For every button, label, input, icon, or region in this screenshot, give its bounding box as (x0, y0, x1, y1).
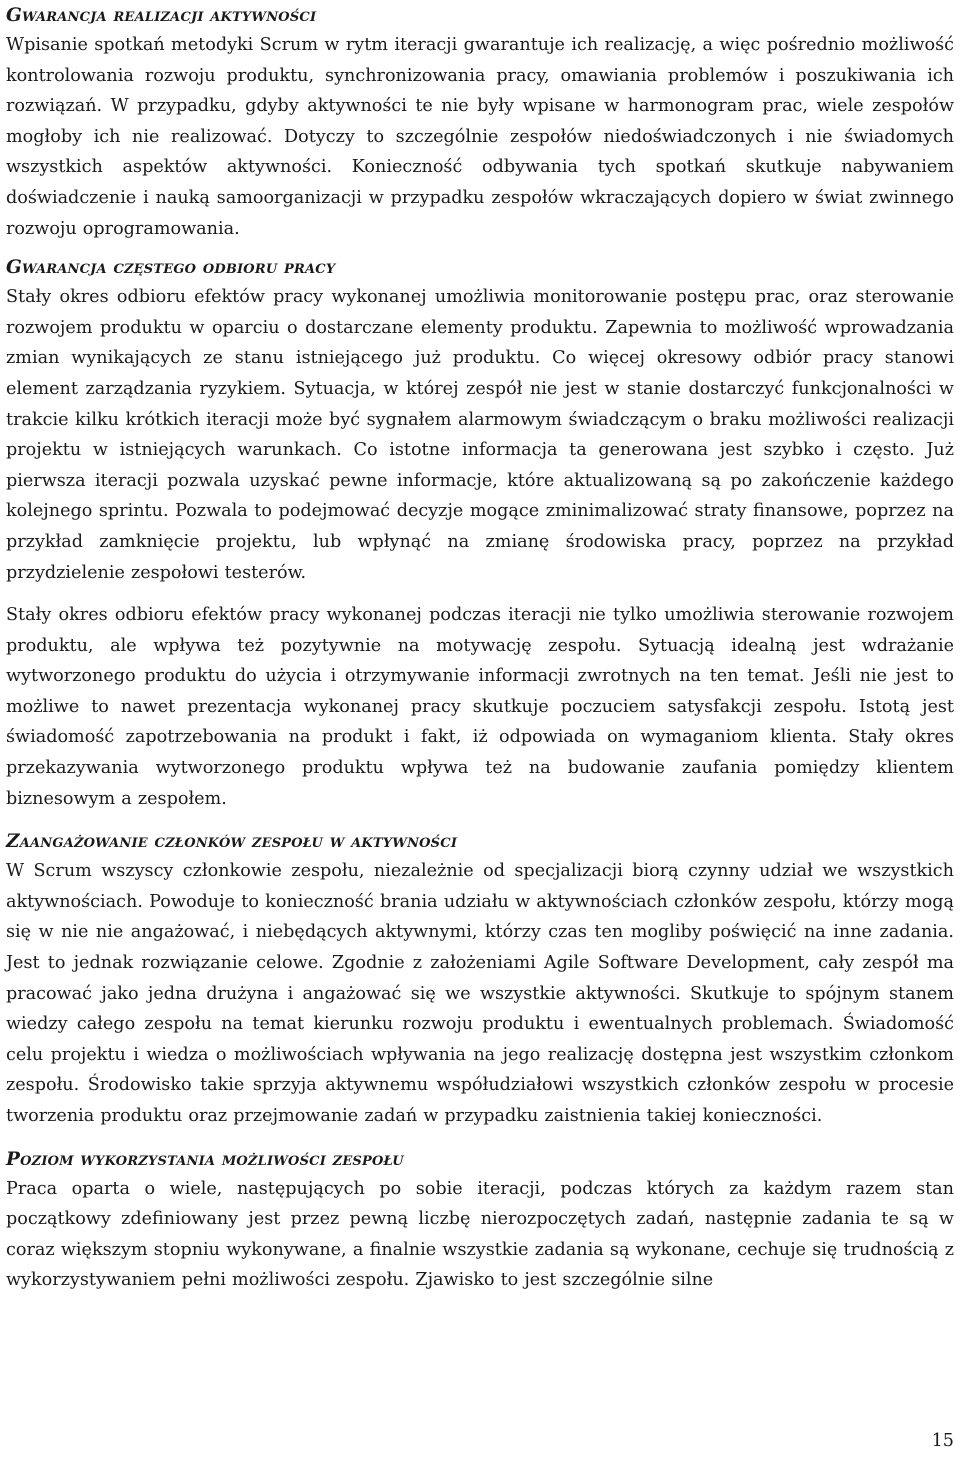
paragraph: W Scrum wszyscy członkowie zespołu, niezależnie od specjalizacji biorą czynny udział we wszystkich aktywnościach. Powoduje to konieczność brania udziału w aktywnościach członków zespołu, którzy mogą się w nie nie angażować, i niebędących aktywnymi, którzy czas ten mogliby poświęcić na inne zadania. Jest to jednak rozwiązanie celowe. Zgodnie z założeniami Agile Software Development, cały zespół ma pracować jako jedna drużyna i angażować się we wszystkie aktywności. Skutkuje to spójnym stanem wiedzy całego zespołu na temat kierunku rozwoju produktu i ewentualnych problemach. Świadomość celu projektu i wiedza o możliwościach wpływania na jego realizację dostępna jest wszystkim członkom zespołu. Środowisko takie sprzyja aktywnemu współudziałowi wszystkich członków zespołu w procesie tworzenia produktu oraz przejmowanie zadań w przypadku zaistnienia takiej konieczności. (6, 861, 954, 1126)
paragraph: Stały okres odbioru efektów pracy wykonanej umożliwia monitorowanie postępu prac, oraz sterowanie rozwojem produktu w oparciu o dostarczane elementy produktu. Zapewnia to możliwość wprowadzania zmian wynikających ze stanu istniejącego już produktu. Co więcej okresowy odbiór pracy stanowi element zarządzania ryzykiem. Sytuacja, w której zespół nie jest w stanie dostarczyć funkcjonalności w trakcie kilku krótkich iteracji może być sygnałem alarmowym świadczącym o braku możliwości realizacji projektu w istniejących warunkach. Co istotne informacja ta generowana jest szybko i często. Już pierwsza iteracji pozwala uzyskać pewne informacje, które aktualizowaną są po zakończenie każdego kolejnego sprintu. Pozwala to podejmować decyzje mogące zminimalizować straty finansowe, poprzez na przykład zamknięcie projektu, lub wpłynąć na zmianę środowiska pracy, poprzez na przykład przydzielenie zespołowi testerów. (6, 287, 954, 583)
section-heading-frequent-delivery: Gwarancja częstego odbioru pracy (6, 257, 336, 279)
section-heading-team-engagement: Zaangażowanie członków zespołu w aktywności (6, 831, 458, 853)
paragraph: Stały okres odbioru efektów pracy wykonanej podczas iteracji nie tylko umożliwia sterowanie rozwojem produktu, ale wpływa też pozytywnie na motywację zespołu. Sytuacją idealną jest wdrażanie wytworzonego produktu do użycia i otrzymywanie informacji zwrotnych na ten temat. Jeśli nie jest to możliwe to nawet prezentacja wykonanej pracy skutkuje poczuciem satysfakcji zespołu. Istotą jest świadomość zapotrzebowania na produkt i fakt, iż odpowiada on wymaganiom klienta. Stały okres przekazywania wytworzonego produktu wpływa też na budowanie zaufania pomiędzy klientem biznesowym a zespołem. (6, 605, 954, 809)
page-number: 15 (931, 1431, 954, 1451)
paragraph: Praca oparta o wiele, następujących po sobie iteracji, podczas których za każdym razem stan początkowy zdefiniowany jest przez pewną liczbę nierozpoczętych zadań, następnie zadania te są w coraz większym stopniu wykonywane, a finalnie wszystkie zadania są wykonane, cechuje się trudnością z wykorzystywaniem pełni możliwości zespołu. Zjawisko to jest szczególnie silne (6, 1178, 954, 1291)
paragraph: Wpisanie spotkań metodyki Scrum w rytm iteracji gwarantuje ich realizację, a więc pośrednio możliwość kontrolowania rozwoju produktu, synchronizowania pracy, omawiania problemów i poszukiwania ich rozwiązań. W przypadku, gdyby aktywności te nie były wpisane w harmonogram prac, wiele zespołów mogłoby ich nie realizować. Dotyczy to szczególnie zespołów niedoświadczonych i nie świadomych wszystkich aspektów aktywności. Konieczność odbywania tych spotkań skutkuje nabywaniem doświadczenie i nauką samoorganizacji w przypadku zespołów wkraczających dopiero w świat zwinnego rozwoju oprogramowania. (6, 35, 954, 239)
document-page (6, 0, 954, 1296)
section-heading-activity-guarantee: Gwarancja realizacji aktywności (6, 5, 317, 26)
section-heading-team-capacity: Poziom wykorzystania możliwości zespołu (6, 1148, 404, 1170)
